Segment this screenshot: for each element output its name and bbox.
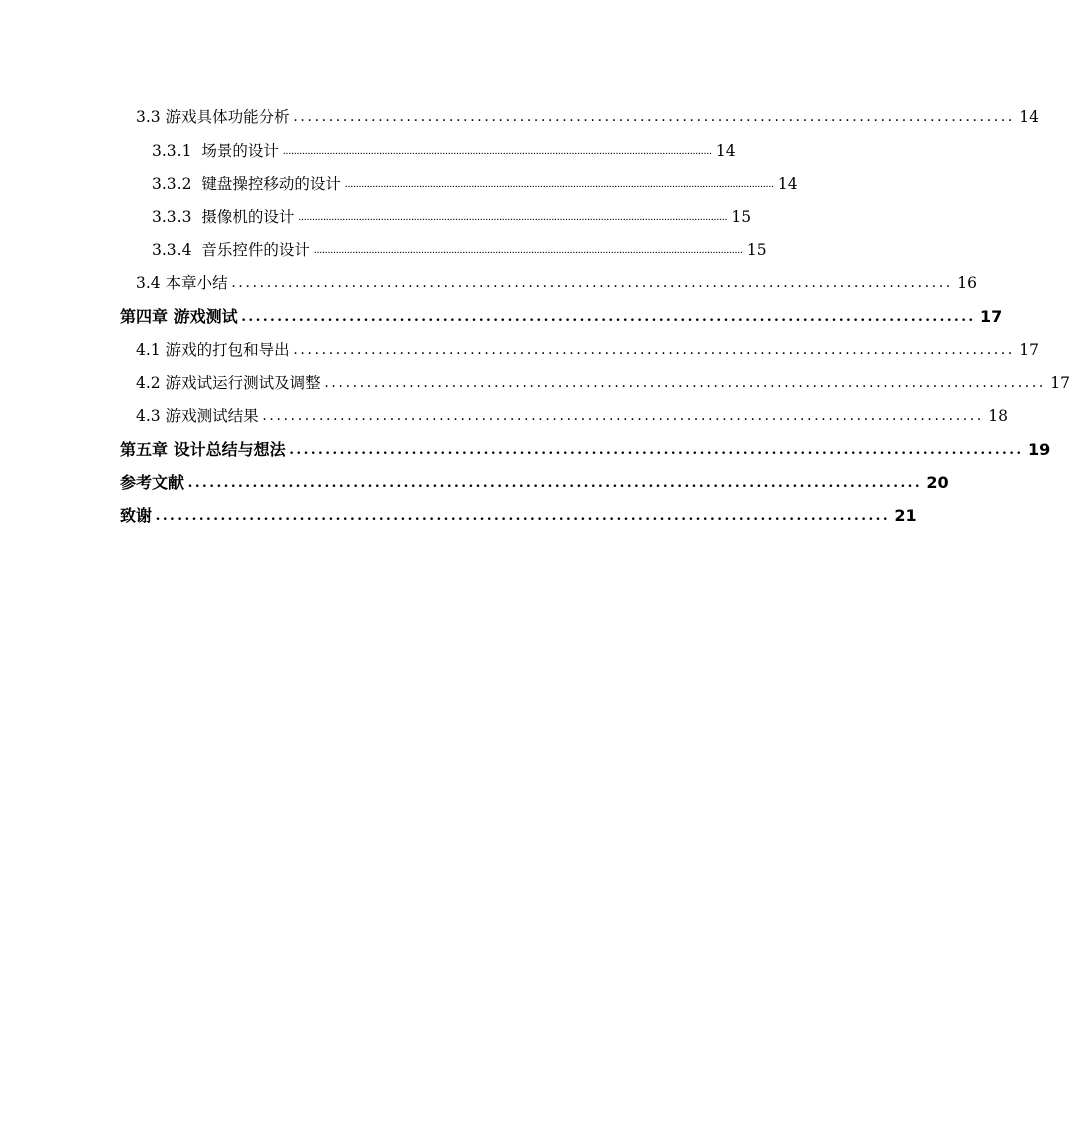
toc-dot-leader: ......................................................................................................: [262, 407, 985, 424]
toc-entry-label: [152, 239, 310, 261]
toc-page-number: 19: [1028, 440, 1051, 459]
toc-entry-label: [120, 439, 286, 461]
toc-dot-leader: ......................................................................................................: [324, 374, 1047, 391]
toc-entry-label: [120, 505, 152, 527]
toc-entry-label: [136, 405, 259, 427]
toc-entry-number: 3.3: [136, 108, 161, 126]
toc-entry-number: 3.3.2: [152, 175, 192, 193]
toc-dot-leader: ............................................................................................................................................................: [313, 244, 743, 256]
toc-entry-number: 4.3: [136, 407, 161, 425]
toc-entry-title: 游戏测试结果: [165, 407, 259, 425]
toc-page-number: 16: [957, 274, 977, 292]
toc-page-number: 21: [894, 506, 917, 525]
toc-entry-title: 游戏试运行测试及调整: [165, 374, 321, 392]
toc-entry-title: 游戏测试: [173, 307, 238, 326]
toc-entry[interactable]: [136, 106, 1039, 128]
toc-entry-label: [136, 272, 228, 294]
toc-dot-leader: ............................................................................................................................................................: [344, 178, 774, 190]
toc-dot-leader: ......................................................................................................: [241, 308, 977, 325]
toc-entry[interactable]: [152, 239, 767, 261]
toc-entry-number: 3.3.4: [152, 241, 192, 259]
toc-dot-leader: ......................................................................................................: [188, 474, 923, 491]
toc-entry-number: 4.1: [136, 341, 161, 359]
toc-entry-number: 第四章: [120, 307, 169, 326]
toc-page-number: 17: [1050, 374, 1070, 392]
toc-dot-leader: ......................................................................................................: [289, 441, 1025, 458]
toc-entry[interactable]: [136, 272, 977, 294]
toc-dot-leader: ............................................................................................................................................................: [282, 145, 712, 157]
toc-chapter-entry[interactable]: [120, 439, 1051, 461]
toc-dot-leader: ............................................................................................................................................................: [298, 211, 728, 223]
toc-entry-number: 4.2: [136, 374, 161, 392]
toc-entry-label: [136, 106, 290, 128]
toc-entry-title: 游戏的打包和导出: [165, 341, 290, 359]
toc-entry-label: [152, 173, 341, 195]
toc-entry-number: 3.3.1: [152, 142, 192, 160]
toc-entry[interactable]: [152, 173, 798, 195]
toc-entry-label: [136, 339, 290, 361]
toc-entry[interactable]: [136, 405, 1008, 427]
toc-entry-title: 场景的设计: [201, 142, 279, 160]
toc-entry-title: 游戏具体功能分析: [165, 108, 290, 126]
toc-entry-title: 致谢: [120, 506, 153, 525]
toc-entry-label: [136, 372, 321, 394]
toc-page-number: 14: [715, 142, 736, 160]
toc-page-number: 20: [926, 473, 949, 492]
toc-chapter-entry[interactable]: [120, 472, 949, 494]
toc-entry-label: [152, 140, 279, 162]
toc-page-number: 15: [731, 208, 752, 226]
toc-dot-leader: ......................................................................................................: [293, 341, 1016, 358]
toc-entry-title: 本章小结: [165, 274, 228, 292]
toc-dot-leader: ......................................................................................................: [231, 274, 954, 291]
toc-entry-title: 键盘操控移动的设计: [201, 175, 341, 193]
toc-entry-number: 第五章: [120, 440, 169, 459]
toc-page-number: 17: [1019, 341, 1039, 359]
toc-entry-number: 3.4: [136, 274, 161, 292]
toc-entry-label: [120, 306, 238, 328]
toc-entry-label: [152, 206, 294, 228]
toc-page-number: 15: [746, 241, 767, 259]
toc-dot-leader: ......................................................................................................: [156, 507, 891, 524]
toc-chapter-entry[interactable]: [120, 306, 1003, 328]
toc-page-number: 18: [988, 407, 1008, 425]
toc-dot-leader: ......................................................................................................: [293, 108, 1016, 125]
toc-entry-number: 3.3.3: [152, 208, 192, 226]
toc-entry[interactable]: [136, 372, 1070, 394]
toc-entry-title: 参考文献: [120, 473, 185, 492]
toc-page-number: 14: [1019, 108, 1039, 126]
toc-entry[interactable]: [136, 339, 1039, 361]
toc-entry-label: [120, 472, 184, 494]
toc-page-number: 17: [980, 307, 1003, 326]
toc-page-number: 14: [777, 175, 798, 193]
toc-entry-title: 设计总结与想法: [173, 440, 286, 459]
toc-entry-title: 摄像机的设计: [201, 208, 295, 226]
toc-entry[interactable]: [152, 206, 752, 228]
toc-chapter-entry[interactable]: [120, 505, 917, 527]
toc-entry[interactable]: [152, 140, 736, 162]
toc-entry-title: 音乐控件的设计: [201, 241, 310, 259]
